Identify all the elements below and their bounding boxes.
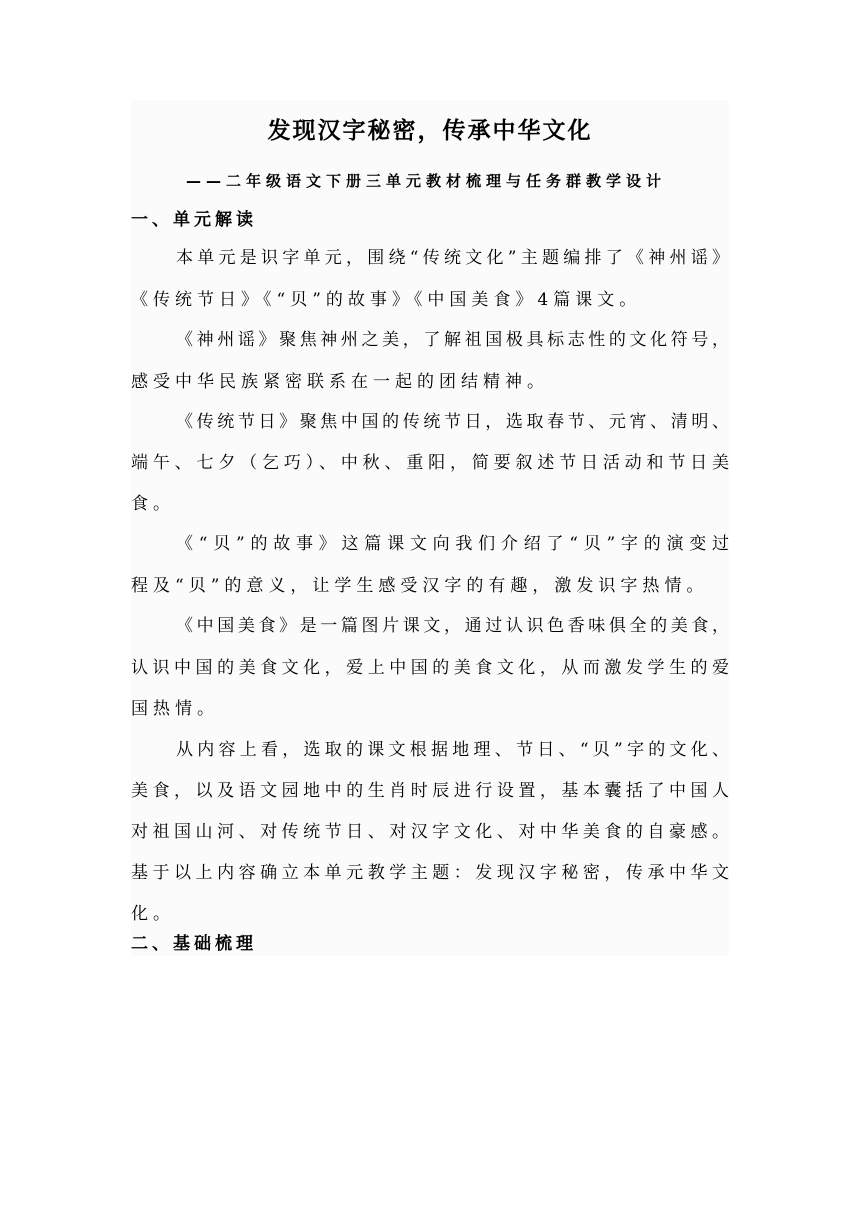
paragraph-line: 《“贝”的故事》这篇课文向我们介绍了“贝”字的演变过 (176, 534, 729, 554)
paragraph-line: 本单元是识字单元，围绕“传统文化”主题编排了《神州谣》 (176, 248, 729, 268)
section-heading-basic-review: 二、基础梳理 (131, 934, 257, 954)
paragraph-line: 认识中国的美食文化，爱上中国的美食文化，从而激发学生的爱 (131, 658, 729, 678)
paragraph-line: 对祖国山河、对传统节日、对汉字文化、对中华美食的自豪感。 (131, 822, 729, 842)
paragraph-line: 《神州谣》聚焦神州之美，了解祖国极具标志性的文化符号， (176, 330, 729, 350)
paragraph-line: 国热情。 (131, 699, 219, 719)
paragraph-line: 《传统节日》聚焦中国的传统节日，选取春节、元宵、清明、 (176, 412, 729, 432)
paragraph-line: 美食，以及语文园地中的生肖时辰进行设置，基本囊括了中国人 (131, 781, 729, 801)
paragraph-line: 感受中华民族紧密联系在一起的团结精神。 (131, 372, 549, 392)
section-heading-unit-reading: 一、单元解读 (131, 210, 257, 230)
paragraph-line: 《中国美食》是一篇图片课文，通过认识色香味俱全的美食， (176, 616, 729, 636)
paragraph-line: 从内容上看，选取的课文根据地理、节日、“贝”字的文化、 (176, 740, 729, 760)
document-subtitle: ——二年级语文下册三单元教材梳理与任务群教学设计 (186, 172, 667, 190)
paragraph-line: 基于以上内容确立本单元教学主题：发现汉字秘密，传承中华文 (131, 863, 729, 883)
paragraph-line: 食。 (131, 494, 175, 514)
paragraph-line: 程及“贝”的意义，让学生感受汉字的有趣，激发识字热情。 (131, 576, 709, 596)
paragraph-line: 《传统节日》《“贝”的故事》《中国美食》4篇课文。 (131, 290, 642, 310)
paragraph-line: 端午、七夕（乞巧）、中秋、重阳，简要叙述节日活动和节日美 (131, 453, 729, 473)
document-title: 发现汉字秘密，传承中华文化 (267, 118, 593, 144)
paragraph-line: 化。 (131, 904, 175, 924)
